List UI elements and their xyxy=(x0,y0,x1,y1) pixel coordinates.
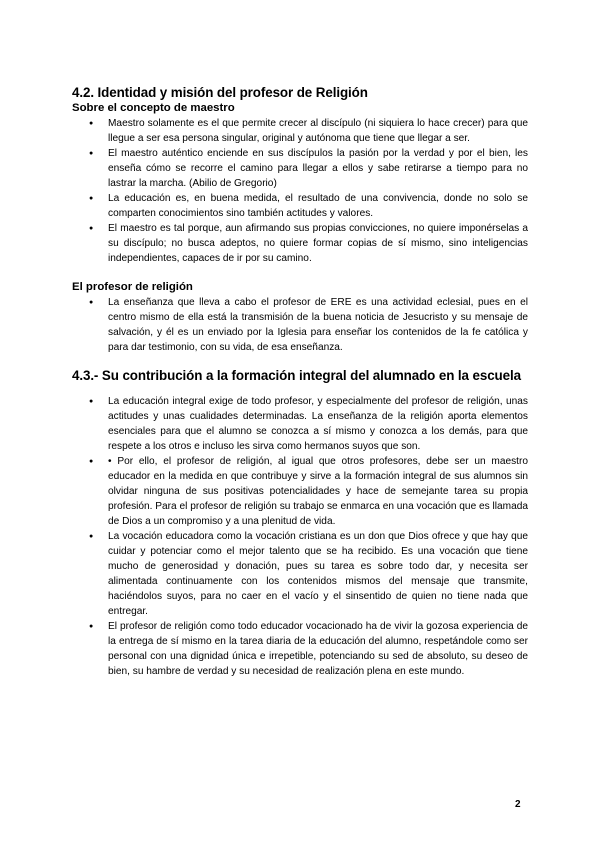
profesor-religion-list xyxy=(72,295,528,355)
contribucion-list xyxy=(72,394,528,679)
section-heading-contribucion: 4.3.- Su contribución a la formación integral del alumnado en la escuela xyxy=(72,368,521,383)
list-item: ● La educación integral exige de todo profesor, y especialmente del profesor de religión, unas actitudes y unas cualidades determinadas. La enseñanza de la religión aporta elementos esenciales para que el alumno se conozca a sí mismo y conozca a los demás, para que respete a los otros e incluso les sirva como hermanos suyos que son. xyxy=(72,394,528,454)
document-page xyxy=(72,84,528,679)
list-item: ● La vocación educadora como la vocación cristiana es un don que Dios ofrece y que hay que cuidar y potenciar como el mejor talento que se ha recibido. Es una vocación que tiene mucho de generosidad y donación, pues su tarea es sobre todo dar, y necesita ser alimentada continuamente con los contenidos mismos del mensaje que transmite, haciéndolos suyos, para no caer en el vacío y el sinsentido de quien no tiene nada que entregar. xyxy=(72,529,528,619)
subheading-concepto-maestro: Sobre el concepto de maestro xyxy=(72,102,235,114)
subheading-profesor-religion: El profesor de religión xyxy=(72,281,193,293)
list-item: ● La educación es, en buena medida, el resultado de una convivencia, donde no solo se comparten conocimientos sino también actitudes y valores. xyxy=(72,191,528,221)
section-heading-identidad: 4.2. Identidad y misión del profesor de Religión xyxy=(72,85,368,100)
concepto-maestro-list xyxy=(72,116,528,266)
list-item: ● Maestro solamente es el que permite crecer al discípulo (ni siquiera lo hace crecer) para que llegue a ser esa persona singular, original y autónoma que tiene que llegar a ser. xyxy=(72,116,528,146)
page-number: 2 xyxy=(515,799,521,810)
list-item: ● La enseñanza que lleva a cabo el profesor de ERE es una actividad eclesial, pues en el centro mismo de ella está la transmisión de la buena noticia de Jesucristo y su mensaje de salvación, y él es un enviado por la Iglesia para enseñar los contenidos de la fe católica y para dar testimonio, con su vida, de esa enseñanza. xyxy=(72,295,528,355)
list-item: ● • Por ello, el profesor de religión, al igual que otros profesores, debe ser un maestro educador en la medida en que contribuye y sirve a la formación integral de sus alumnos sin olvidar ninguna de sus positivas potencialidades y hace de semejante tarea su propia profesión. Para el profesor de religión su trabajo se enmarca en una vocación que es llamada de Dios a un compromiso y a una plenitud de vida. xyxy=(72,454,528,529)
list-item: ● El maestro es tal porque, aun afirmando sus propias convicciones, no quiere imponérselas a su discípulo; no busca adeptos, no quiere formar copias de sí mismo, sino inteligencias independientes, capaces de ir por su camino. xyxy=(72,221,528,266)
list-item: ● El profesor de religión como todo educador vocacionado ha de vivir la gozosa experiencia de la entrega de sí mismo en la tarea diaria de la educación del alumno, respetándole como ser personal con una dignidad única e irrepetible, potenciando su sed de absoluto, su deseo de bien, su hambre de verdad y su necesidad de realización plena en este mundo. xyxy=(72,619,528,679)
list-item: ● El maestro auténtico enciende en sus discípulos la pasión por la verdad y por el bien, les enseña cómo se recorre el camino para llegar a ellos y sabe retirarse a tiempo para no lastrar la marcha. (Abilio de Gregorio) xyxy=(72,146,528,191)
